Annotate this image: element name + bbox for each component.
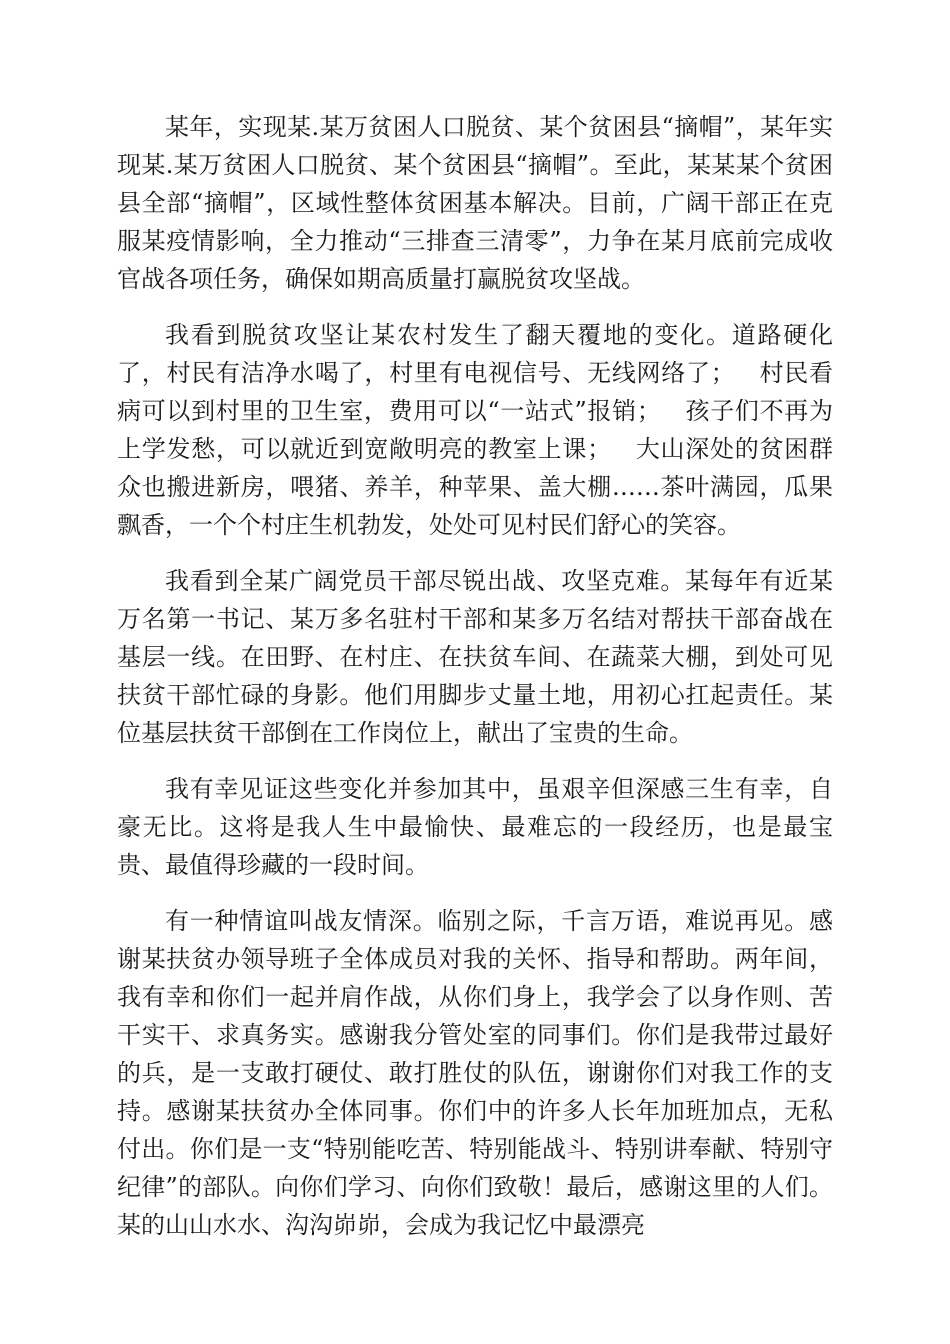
paragraph-text: 某年，实现某.某万贫困人口脱贫、某个贫困县“摘帽”，某年实现某.某万贫困人口脱贫、某个贫困县“摘帽”。至此，某某某个贫困县全部“摘帽”，区域性整体贫困基本解决。目前，广阔干部正在克服某疫情影响，全力推动“三排查三清零”，力争在某月底前完成收官战各项任务，确保如期高质量打赢脱贫攻坚战。 [117, 113, 833, 293]
paragraph-poverty-counties [117, 108, 833, 298]
paragraph-text: 我看到全某广阔党员干部尽锐出战、攻坚克难。某每年有近某万名第一书记、某万多名驻村干部和某多万名结对帮扶干部奋战在基层一线。在田野、在村庄、在扶贫车间、在蔬菜大棚，到处可见扶贫干部忙碌的身影。他们用脚步丈量土地，用初心扛起责任。某位基层扶贫干部倒在工作岗位上，献出了宝贵的生命。 [117, 567, 833, 747]
paragraph-text: 孩子们不再为上学发愁，可以就近到宽敞明亮的教室上课； [117, 397, 833, 463]
paragraph-village-changes [117, 316, 833, 544]
paragraph-witness [117, 770, 833, 884]
paragraph-thanks [117, 902, 833, 1244]
paragraph-text: 有一种情谊叫战友情深。临别之际，千言万语，难说再见。感谢某扶贫办领导班子全体成员对我的关怀、指导和帮助。两年间，我有幸和你们一起并肩作战，从你们身上，我学会了以身作则、苦干实干、求真务实。感谢我分管处室的同事们。你们是我带过最好的兵，是一支敢打硬仗、敢打胜仗的队伍，谢谢你们对我工作的支持。感谢某扶贫办全体同事。你们中的许多人长年加班加点，无私付出。你们是一支“特别能吃苦、特别能战斗、特别讲奉献、特别守纪律”的部队。向你们学习、向你们致敬！最后，感谢这里的人们。某的山山水水、沟沟峁峁，会成为我记忆中最漂亮 [117, 907, 833, 1239]
paragraph-text: 我有幸见证这些变化并参加其中，虽艰辛但深感三生有幸，自豪无比。这将是我人生中最愉快、最难忘的一段经历，也是最宝贵、最值得珍藏的一段时间。 [117, 775, 833, 879]
document-body [117, 108, 833, 1262]
paragraph-cadres [117, 562, 833, 752]
paragraph-text: 村民看病可以到村里的卫生室，费用可以“一站式”报销； [117, 359, 834, 425]
paragraph-text: 我看到脱贫攻坚让某农村发生了翻天覆地的变化。道路硬化了，村民有洁净水喝了，村里有电视信号、无线网络了； [117, 321, 833, 387]
paragraph-text: 大山深处的贫困群众也搬进新房，喂猪、养羊，种苹果、盖大棚……茶叶满园，瓜果飘香，一个个村庄生机勃发，处处可见村民们舒心的笑容。 [117, 435, 834, 539]
